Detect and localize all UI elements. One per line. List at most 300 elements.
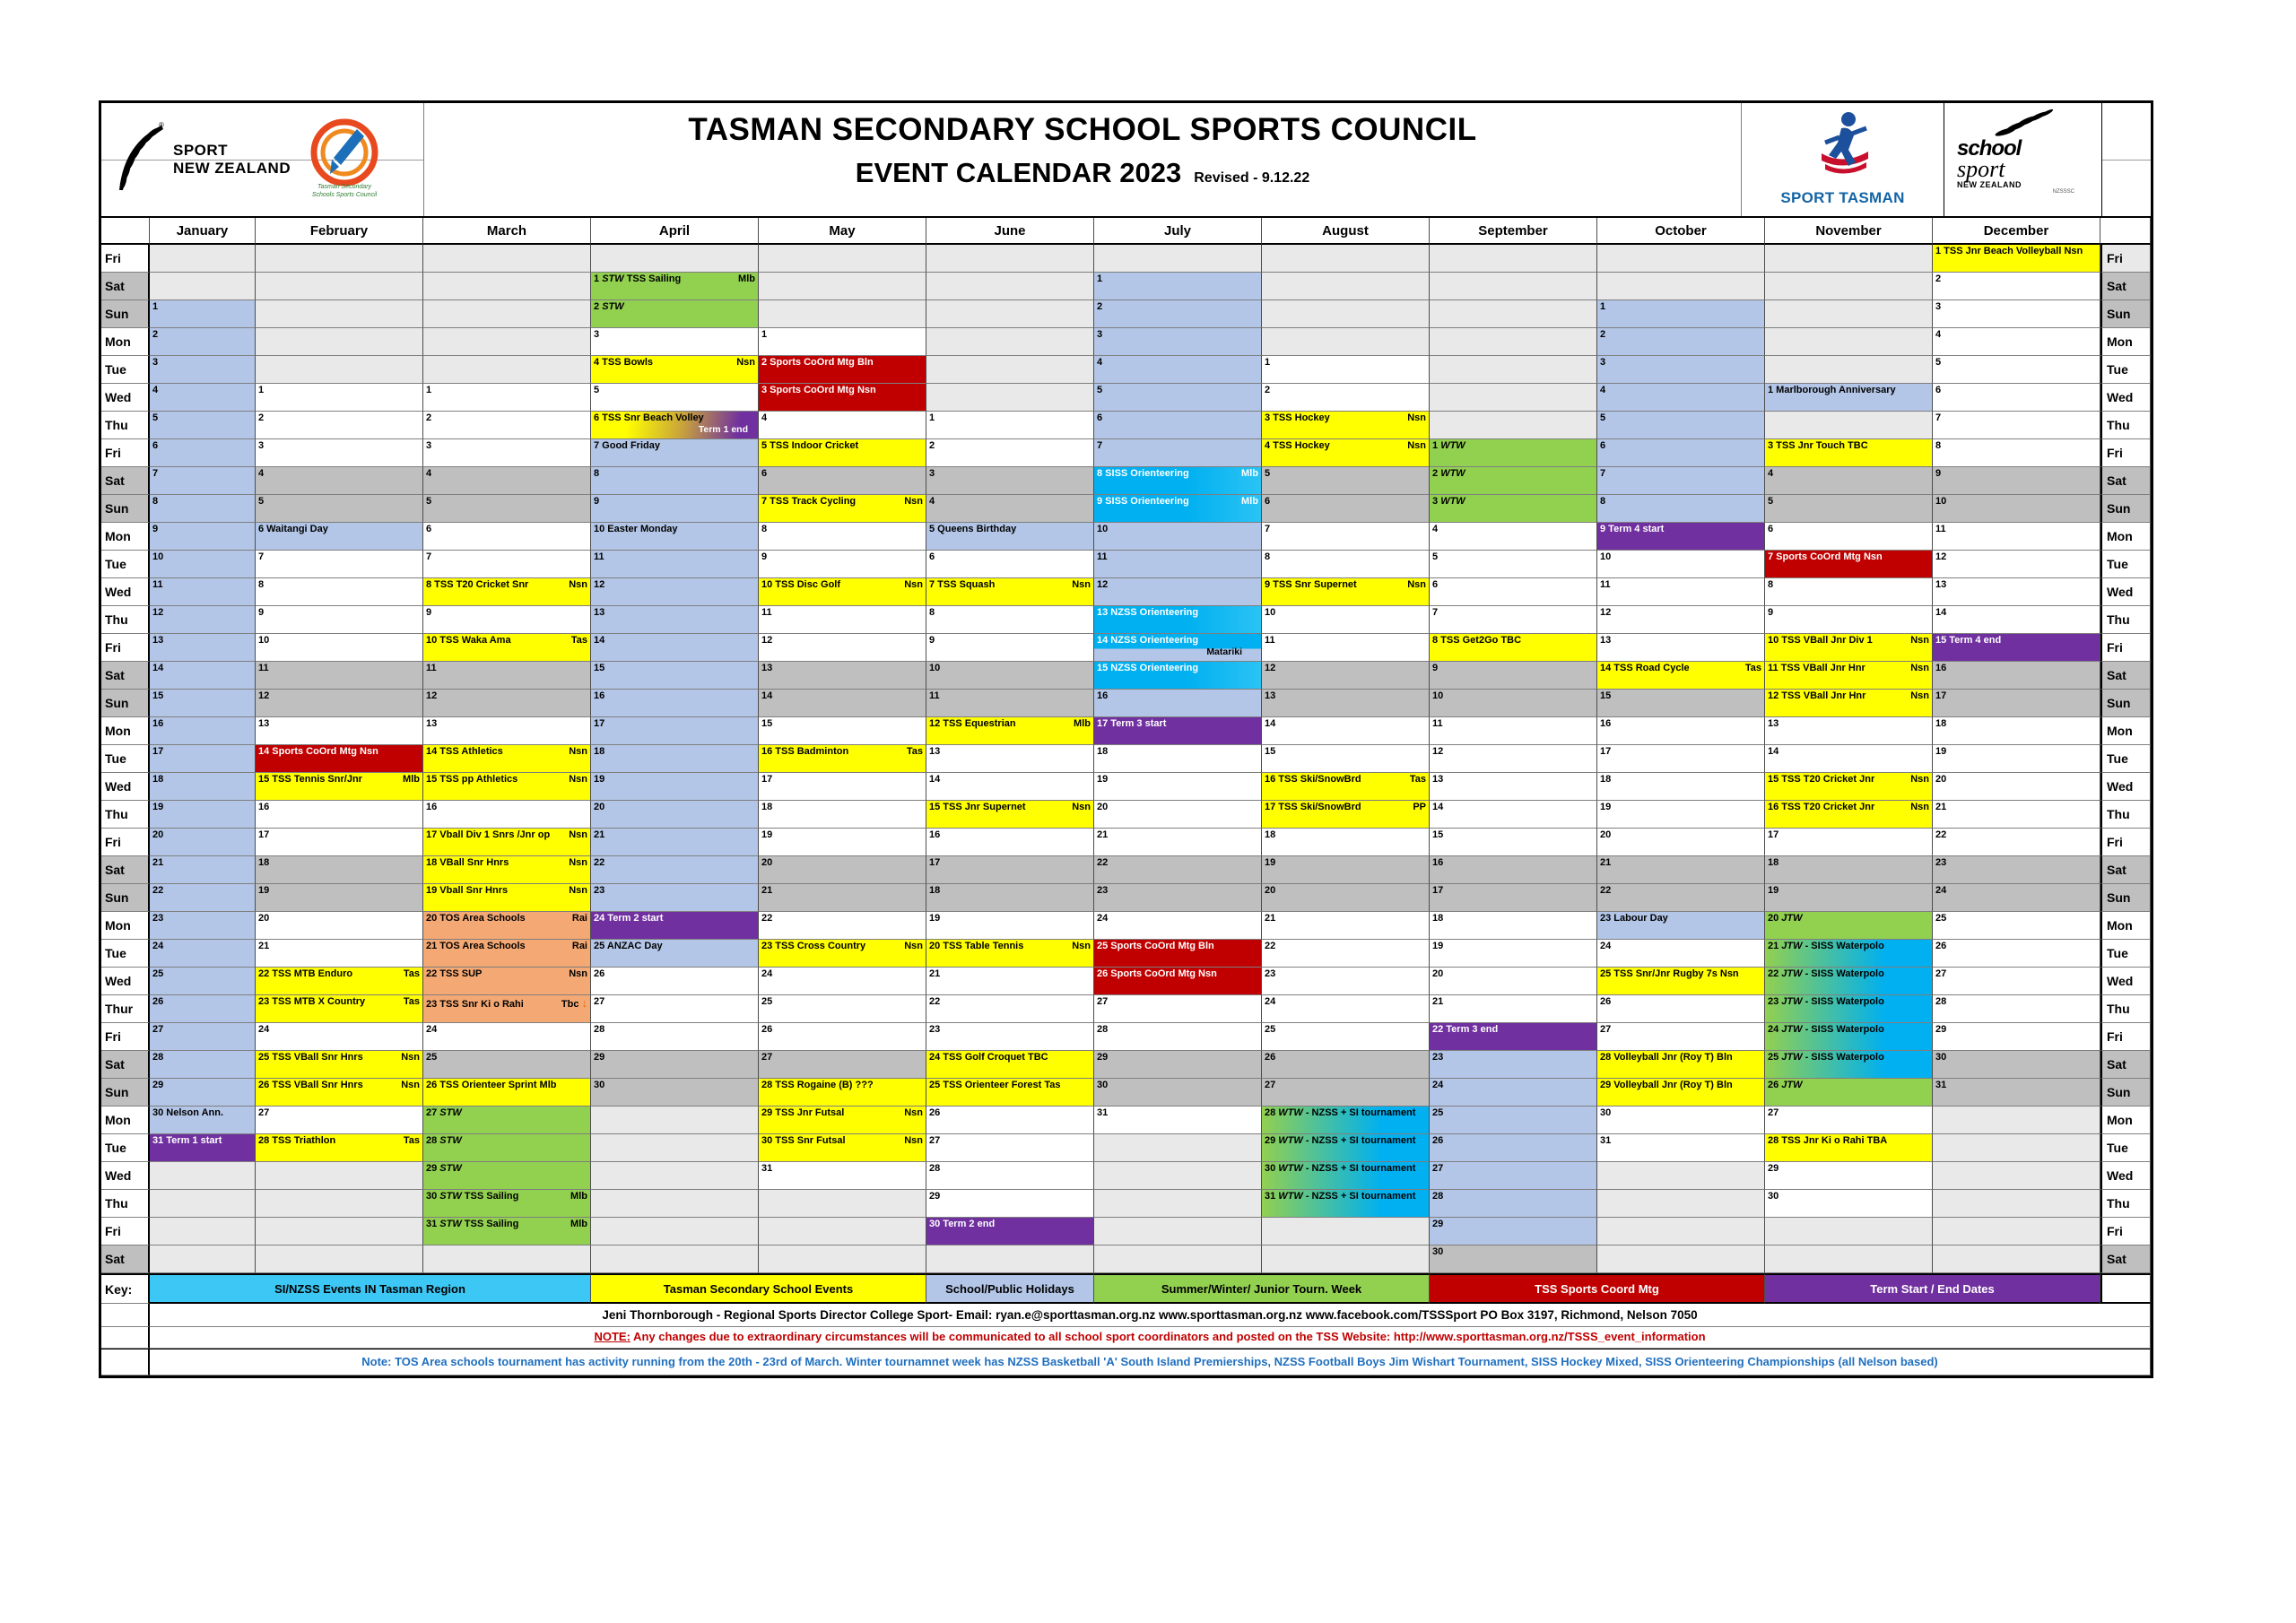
- cell-event-text: 4: [152, 385, 159, 395]
- calendar-cell: [1430, 273, 1597, 300]
- calendar-cell: [1430, 1218, 1597, 1245]
- cell-event-text: 15: [1265, 746, 1276, 757]
- cell-event-text: 9: [1432, 663, 1439, 673]
- day-label-right: Fri: [2100, 634, 2151, 662]
- calendar-cell: [1262, 523, 1430, 551]
- calendar-cell: [423, 1162, 591, 1190]
- cell-event-text: 31: [1935, 1080, 1947, 1090]
- cell-event-line: [761, 635, 923, 647]
- cell-event-text: 26 JTW: [1768, 1080, 1803, 1090]
- cell-event-text: 30 TSS Snr Futsal: [761, 1135, 846, 1146]
- header-title-block: [424, 103, 1741, 216]
- cell-event-text: 11 TSS VBall Jnr Hnr: [1768, 663, 1866, 673]
- cell-event-text: 18 VBall Snr Hnrs: [426, 857, 509, 868]
- silver-fern-icon: [112, 120, 168, 199]
- calendar-cell: [1933, 523, 2100, 551]
- cell-event-line: [929, 1191, 1091, 1202]
- cell-event-line: [1097, 996, 1258, 1008]
- cell-event-line: [258, 746, 420, 758]
- cell-event-line: [929, 941, 1091, 952]
- cell-event-line: [1432, 941, 1594, 952]
- calendar-cell: [1094, 1134, 1262, 1162]
- calendar-cell: [423, 412, 591, 439]
- day-label-left: Tue: [101, 745, 150, 773]
- calendar-cell: [591, 356, 759, 384]
- cell-event-text: 21: [258, 941, 270, 951]
- cell-event-text: 16: [426, 802, 438, 812]
- calendar-cell: [423, 1134, 591, 1162]
- cell-event-text: 18: [1768, 857, 1779, 868]
- cell-event-line: [594, 663, 755, 674]
- cell-event-line: [1768, 746, 1929, 758]
- cell-event-line: [1097, 1080, 1258, 1091]
- cell-event-line: [1432, 496, 1594, 508]
- calendar-cell: [591, 829, 759, 856]
- calendar-cell: [926, 328, 1094, 356]
- cell-event-text: 17: [1768, 829, 1779, 840]
- calendar-cell: [423, 940, 591, 968]
- cell-event-line: [1768, 440, 1929, 452]
- cell-event-line: [1097, 551, 1258, 563]
- cell-event-line2: Matariki: [1206, 646, 1242, 657]
- calendar-cell: [926, 773, 1094, 801]
- cell-event-line: [152, 746, 252, 758]
- cell-event-text: 23 TSS Snr Ki o Rahi: [426, 999, 524, 1010]
- calendar-cell: [1765, 662, 1933, 690]
- cell-event-line: [1600, 607, 1761, 619]
- cell-event-text: 11: [258, 663, 269, 673]
- cell-event-text: 1: [1265, 357, 1271, 368]
- cell-event-text: 25 ANZAC Day: [594, 941, 663, 951]
- cell-event-line: [426, 1080, 587, 1091]
- calendar-cell: [1430, 1023, 1597, 1051]
- calendar-cell: [1597, 606, 1765, 634]
- calendar-cell: [423, 300, 591, 328]
- calendar-cell: [1430, 328, 1597, 356]
- cell-event-text: 20: [761, 857, 773, 868]
- cell-event-text: 19: [761, 829, 773, 840]
- cell-event-text: 16: [1097, 690, 1109, 701]
- calendar-cell: [1430, 356, 1597, 384]
- cell-event-text: 7: [1265, 524, 1271, 534]
- cell-event-text: 28: [1935, 996, 1947, 1007]
- cell-event-line: [426, 857, 587, 869]
- calendar-cell: [591, 1079, 759, 1107]
- cell-event-text: 18: [1935, 718, 1947, 729]
- calendar-cell: [1765, 467, 1933, 495]
- calendar-cell: [150, 1079, 256, 1107]
- cell-event-line: [1432, 1191, 1594, 1202]
- cell-location-tag: Tas: [1744, 663, 1761, 673]
- cell-event-line: [152, 802, 252, 813]
- calendar-cell: [1430, 384, 1597, 412]
- calendar-cell: [256, 300, 423, 328]
- calendar-cell: [926, 273, 1094, 300]
- cell-event-text: 28 Volleyball Jnr (Roy T) Bln: [1600, 1052, 1733, 1063]
- calendar-cell: [423, 328, 591, 356]
- day-label-left: Wed: [101, 1162, 150, 1190]
- cell-event-text: 27: [258, 1107, 270, 1118]
- cell-event-text: 16 TSS Badminton: [761, 746, 849, 757]
- calendar-cell: [150, 1218, 256, 1245]
- day-label-right: Wed: [2100, 1162, 2151, 1190]
- calendar-cell: [1933, 1051, 2100, 1079]
- calendar-cell: [1430, 717, 1597, 745]
- cell-event-line: [929, 857, 1091, 869]
- cell-event-text: 1 Marlborough Anniversary: [1768, 385, 1896, 395]
- calendar-cell: [256, 356, 423, 384]
- cell-event-text: 9: [1768, 607, 1774, 618]
- day-label-right: Sat: [2100, 662, 2151, 690]
- calendar-cell: [1094, 439, 1262, 467]
- cell-event-line: [426, 1052, 587, 1063]
- calendar-cell: [423, 273, 591, 300]
- calendar-cell: [926, 940, 1094, 968]
- cell-event-line: [1935, 913, 2097, 924]
- cell-event-line: [1265, 496, 1426, 508]
- calendar-cell: [256, 1162, 423, 1190]
- cell-event-line: [1935, 468, 2097, 480]
- calendar-cell: [591, 273, 759, 300]
- calendar-cell: [759, 1051, 926, 1079]
- cell-event-line: [594, 718, 755, 730]
- cell-event-line: [152, 551, 252, 563]
- cell-event-text: 24: [1097, 913, 1109, 924]
- cell-event-line: [1097, 496, 1258, 508]
- calendar-cell: [1765, 773, 1933, 801]
- cell-event-line: [761, 496, 923, 508]
- cell-location-tag: PP: [1413, 802, 1426, 812]
- calendar-cell: [926, 1079, 1094, 1107]
- school-sport-fern-icon: [1993, 108, 2056, 139]
- cell-event-text: 9: [258, 607, 265, 618]
- cell-event-text: 13: [929, 746, 941, 757]
- cell-event-text: 30 Term 2 end: [929, 1219, 996, 1229]
- cell-event-line: [1768, 551, 1929, 563]
- cell-event-text: 10: [929, 663, 941, 673]
- cell-event-text: 26: [1432, 1135, 1444, 1146]
- cell-event-text: 2: [929, 440, 935, 451]
- calendar-cell: [423, 1245, 591, 1273]
- footer-left-cell: [101, 1304, 150, 1327]
- calendar-cell: [256, 1134, 423, 1162]
- calendar-cell: [926, 1190, 1094, 1218]
- cell-event-text: 8: [1935, 440, 1942, 451]
- calendar-cell: [256, 968, 423, 995]
- cell-event-line: [1432, 996, 1594, 1008]
- cell-event-text: 23: [1097, 885, 1109, 896]
- cell-event-text: 18: [1432, 913, 1444, 924]
- calendar-cell: [1094, 1023, 1262, 1051]
- cell-event-line: [761, 885, 923, 897]
- calendar-cell: [1933, 606, 2100, 634]
- cell-event-line: [1935, 440, 2097, 452]
- calendar-cell: [150, 773, 256, 801]
- school-sport-word2: sport: [1957, 155, 2005, 182]
- calendar-cell: [1094, 690, 1262, 717]
- calendar-cell: [1094, 773, 1262, 801]
- calendar-cell: [423, 662, 591, 690]
- cell-event-line: [258, 774, 420, 785]
- calendar-cell: [1094, 662, 1262, 690]
- cell-event-line: [426, 1024, 587, 1036]
- cell-event-line: [761, 941, 923, 952]
- cell-event-line: [929, 440, 1091, 452]
- calendar-cell: [423, 551, 591, 578]
- calendar-cell: [1933, 662, 2100, 690]
- day-label-left: Tue: [101, 356, 150, 384]
- calendar-cell: [256, 773, 423, 801]
- cell-location-tag: Nsn: [569, 746, 587, 757]
- day-label-left: Mon: [101, 523, 150, 551]
- calendar-cell: [1262, 328, 1430, 356]
- cell-event-line: [1432, 579, 1594, 591]
- cell-event-text: 6: [1097, 412, 1103, 423]
- cell-event-line: [1432, 913, 1594, 924]
- calendar-cell: [591, 1134, 759, 1162]
- cell-event-text: 24: [152, 941, 164, 951]
- cell-event-text: 24: [1265, 996, 1276, 1007]
- cell-event-text: 2 Sports CoOrd Mtg Bln: [761, 357, 874, 368]
- cell-event-text: 15 Term 4 end: [1935, 635, 2002, 646]
- cell-event-line: [1935, 857, 2097, 869]
- cell-event-text: 12: [152, 607, 164, 618]
- cell-event-text: 10: [1432, 690, 1444, 701]
- cell-event-line: [929, 885, 1091, 897]
- calendar-cell: [1597, 912, 1765, 940]
- cell-event-text: 19: [1265, 857, 1276, 868]
- cell-location-tag: Tas: [403, 968, 420, 979]
- calendar-cell: [1765, 300, 1933, 328]
- cell-event-text: 5: [1768, 496, 1774, 507]
- cell-event-text: 17: [152, 746, 164, 757]
- calendar-cell: [1765, 1023, 1933, 1051]
- cell-location-tag: Nsn: [904, 579, 923, 590]
- cell-location-tag: Mlb: [738, 273, 755, 284]
- calendar-cell: [1933, 1079, 2100, 1107]
- cell-event-line: [152, 412, 252, 424]
- cell-event-line: [1768, 802, 1929, 813]
- cell-event-line: [1432, 468, 1594, 480]
- calendar-cell: [1430, 829, 1597, 856]
- calendar-cell: [423, 606, 591, 634]
- cell-event-line: [1768, 885, 1929, 897]
- calendar-cell: [256, 690, 423, 717]
- cell-event-line: [1097, 412, 1258, 424]
- calendar-cell: [1933, 856, 2100, 884]
- month-header-march: March: [423, 218, 591, 245]
- cell-event-text: 14: [594, 635, 605, 646]
- calendar-cell: [926, 829, 1094, 856]
- cell-location-tag: Tbc ↓: [561, 996, 587, 1010]
- calendar-cell: [1262, 356, 1430, 384]
- calendar-cell: [256, 995, 423, 1023]
- cell-event-line: [594, 329, 755, 341]
- cell-location-tag: Tas: [403, 1135, 420, 1146]
- cell-event-text: 7: [1935, 412, 1942, 423]
- calendar-cell: [759, 829, 926, 856]
- cell-event-text: 22: [1935, 829, 1947, 840]
- cell-event-text: 15 NZSS Orienteering: [1097, 663, 1199, 673]
- cell-location-tag: Nsn: [904, 496, 923, 507]
- cell-event-text: 9: [426, 607, 432, 618]
- cell-event-line: [258, 1135, 420, 1147]
- cell-event-line: [1600, 412, 1761, 424]
- calendar-cell: [1430, 801, 1597, 829]
- cell-event-line: [1097, 635, 1258, 647]
- cell-event-line: [594, 385, 755, 396]
- day-label-left: Fri: [101, 1218, 150, 1245]
- calendar-cell: [423, 578, 591, 606]
- calendar-cell: [150, 245, 256, 273]
- cell-event-line: [929, 996, 1091, 1008]
- cell-event-text: 22: [929, 996, 941, 1007]
- cell-event-text: 21 TOS Area Schools: [426, 941, 526, 951]
- cell-location-tag: Nsn: [1072, 941, 1091, 951]
- cell-event-line: [426, 1135, 587, 1147]
- calendar-cell: [759, 773, 926, 801]
- calendar-cell: [1430, 1162, 1597, 1190]
- day-label-right: Thu: [2100, 1190, 2151, 1218]
- cell-event-text: 20: [1265, 885, 1276, 896]
- cell-event-line: [1600, 468, 1761, 480]
- cell-event-text: 24: [1432, 1080, 1444, 1090]
- footer-contact-line: Jeni Thornborough - Regional Sports Director College Sport- Email: ryan.e@sporttasman.org.nz www.sporttasman.org.nz www.facebook.com/TSSSport PO Box 3197, Richmond, Nelson 7050: [150, 1304, 2151, 1327]
- cell-event-line: [929, 607, 1091, 619]
- calendar-cell: [1094, 1079, 1262, 1107]
- cell-event-line: [761, 1135, 923, 1147]
- cell-event-text: 15: [152, 690, 164, 701]
- calendar-cell: [1765, 634, 1933, 662]
- calendar-cell: [759, 1023, 926, 1051]
- cell-event-line: [929, 1024, 1091, 1036]
- cell-event-text: 6: [929, 551, 935, 562]
- cell-event-line: [929, 1052, 1091, 1063]
- calendar-cell: [1430, 606, 1597, 634]
- cell-event-text: 8: [594, 468, 600, 479]
- cell-event-text: 15: [1432, 829, 1444, 840]
- cell-location-tag: Nsn: [1910, 663, 1929, 673]
- calendar-cell: [1094, 995, 1262, 1023]
- cell-event-line: [761, 996, 923, 1008]
- cell-event-line: [594, 412, 755, 424]
- cell-location-tag: Mlb: [570, 1191, 587, 1202]
- day-label-left: Wed: [101, 384, 150, 412]
- calendar-cell: [1262, 912, 1430, 940]
- calendar-cell: [591, 300, 759, 328]
- calendar-cell: [926, 356, 1094, 384]
- calendar-cell: [926, 578, 1094, 606]
- day-label-right: Sun: [2100, 300, 2151, 328]
- calendar-cell: [926, 467, 1094, 495]
- calendar-cell: [1094, 829, 1262, 856]
- cell-location-tag: Nsn: [1910, 774, 1929, 785]
- cell-event-line: [1600, 996, 1761, 1008]
- cell-event-line: [1265, 1191, 1426, 1202]
- calendar-cell: [1765, 412, 1933, 439]
- calendar-cell: [150, 829, 256, 856]
- calendar-cell: [1765, 1190, 1933, 1218]
- calendar-cell: [1597, 439, 1765, 467]
- cell-event-line: [1935, 551, 2097, 563]
- cell-event-line: [1768, 1135, 1929, 1147]
- cell-event-line: [152, 579, 252, 591]
- calendar-cell: [1262, 995, 1430, 1023]
- cell-event-text: 26 Sports CoOrd Mtg Nsn: [1097, 968, 1217, 979]
- page-title: TASMAN SECONDARY SCHOOL SPORTS COUNCIL: [688, 112, 1477, 147]
- cell-event-line: [152, 1024, 252, 1036]
- cell-event-text: 7 Good Friday: [594, 440, 660, 451]
- month-header-december: December: [1933, 218, 2100, 245]
- day-label-left: Sat: [101, 856, 150, 884]
- calendar-cell: [423, 773, 591, 801]
- calendar-cell: [1597, 1218, 1765, 1245]
- cell-event-line: [1768, 663, 1929, 674]
- calendar-cell: [591, 995, 759, 1023]
- calendar-cell: [759, 578, 926, 606]
- cell-event-line: [761, 913, 923, 924]
- cell-event-line: [1935, 941, 2097, 952]
- cell-event-text: 14: [1265, 718, 1276, 729]
- cell-event-text: 18: [594, 746, 605, 757]
- calendar-cell: [591, 606, 759, 634]
- calendar-cell: [759, 606, 926, 634]
- calendar-cell: [1430, 1134, 1597, 1162]
- cell-event-text: 20: [258, 913, 270, 924]
- day-label-right: Wed: [2100, 384, 2151, 412]
- cell-event-text: 17 Term 3 start: [1097, 718, 1167, 729]
- calendar-cell: [759, 384, 926, 412]
- cell-event-text: 5: [1432, 551, 1439, 562]
- cell-event-text: 12: [426, 690, 438, 701]
- cell-event-line: [426, 941, 587, 952]
- cell-event-text: 21: [152, 857, 164, 868]
- cell-event-text: 24: [1600, 941, 1612, 951]
- day-label-left: Sat: [101, 273, 150, 300]
- cell-event-text: 26: [1265, 1052, 1276, 1063]
- cell-event-line: [1935, 885, 2097, 897]
- cell-event-line: [152, 496, 252, 508]
- cell-event-line: [152, 357, 252, 369]
- calendar-cell: [1597, 523, 1765, 551]
- cell-event-text: 13: [258, 718, 270, 729]
- cell-event-text: 23 TSS MTB X Country: [258, 996, 366, 1007]
- calendar-cell: [150, 1134, 256, 1162]
- cell-event-text: 26 TSS VBall Snr Hnrs: [258, 1080, 363, 1090]
- cell-event-text: 6: [1600, 440, 1606, 451]
- cell-event-text: 24: [761, 968, 773, 979]
- cell-event-text: 22 TSS MTB Enduro: [258, 968, 353, 979]
- cell-event-text: 12: [1432, 746, 1444, 757]
- cell-event-line: [426, 1163, 587, 1175]
- cell-event-line: [1600, 1135, 1761, 1147]
- calendar-cell: [1094, 1051, 1262, 1079]
- cell-event-text: 22: [594, 857, 605, 868]
- cell-event-text: 21: [1097, 829, 1109, 840]
- cell-event-line: [1097, 913, 1258, 924]
- cell-event-text: 26: [1935, 941, 1947, 951]
- calendar-cell: [1597, 495, 1765, 523]
- calendar-cell: [591, 439, 759, 467]
- calendar-cell: [759, 328, 926, 356]
- cell-event-text: 1: [152, 301, 159, 312]
- cell-event-text: 23 JTW - SISS Waterpolo: [1768, 996, 1884, 1007]
- cell-event-line: [1432, 690, 1594, 702]
- calendar-cell: [759, 523, 926, 551]
- calendar-cell: [423, 1051, 591, 1079]
- cell-event-line: [594, 1052, 755, 1063]
- calendar-cell: [591, 1190, 759, 1218]
